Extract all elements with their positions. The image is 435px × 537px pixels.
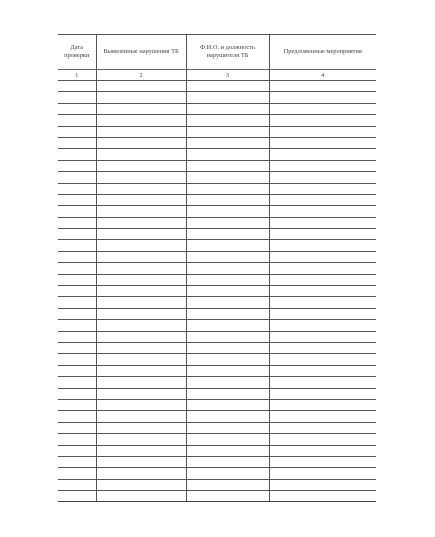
table-cell: [96, 274, 186, 285]
table-cell: [186, 399, 269, 410]
table-cell: [186, 320, 269, 331]
table-row: [58, 217, 376, 228]
table-cell: [269, 160, 376, 171]
table-row: [58, 468, 376, 479]
table-cell: [186, 194, 269, 205]
table-cell: [269, 456, 376, 467]
table-cell: [269, 388, 376, 399]
table-cell: [186, 377, 269, 388]
table-cell: [186, 126, 269, 137]
table-row: [58, 194, 376, 205]
table-cell: [58, 411, 96, 422]
table-cell: [269, 422, 376, 433]
table-row: [58, 331, 376, 342]
table-cell: [269, 308, 376, 319]
table-cell: [58, 263, 96, 274]
table-cell: [186, 388, 269, 399]
table-cell: [186, 92, 269, 103]
table-cell: [186, 445, 269, 456]
table-cell: [96, 445, 186, 456]
table-body: [58, 70, 376, 502]
table-row: [58, 479, 376, 490]
table-cell: [269, 468, 376, 479]
header-proposed-measures: Предложенные мероприятия: [269, 35, 376, 70]
table-cell: [58, 251, 96, 262]
table-cell: [58, 479, 96, 490]
table-cell: [58, 194, 96, 205]
table-cell: [186, 115, 269, 126]
table-cell: [58, 206, 96, 217]
table-cell: [186, 491, 269, 502]
table-cell: [96, 297, 186, 308]
table-cell: [96, 491, 186, 502]
table-cell: [96, 354, 186, 365]
table-cell: [58, 422, 96, 433]
table-cell: [58, 81, 96, 92]
table-cell: [269, 115, 376, 126]
table-cell: [96, 81, 186, 92]
table-cell: [96, 194, 186, 205]
table-row: [58, 183, 376, 194]
table-cell: [96, 479, 186, 490]
table-cell: [58, 354, 96, 365]
table-cell: [96, 365, 186, 376]
table-cell: [186, 103, 269, 114]
table-cell: [96, 206, 186, 217]
table-cell: [58, 172, 96, 183]
table-cell: [96, 172, 186, 183]
table-row: [58, 274, 376, 285]
table-cell: [269, 331, 376, 342]
table-cell: [269, 217, 376, 228]
table-row: [58, 115, 376, 126]
table-row: [58, 411, 376, 422]
table-cell: [58, 308, 96, 319]
header-violator-name-position: Ф.И.О. и должность нарушителя ТБ: [186, 35, 269, 70]
table-cell: [58, 388, 96, 399]
table-cell: [96, 92, 186, 103]
table-cell: [58, 491, 96, 502]
table-cell: [58, 126, 96, 137]
table-cell: [186, 160, 269, 171]
table-row: [58, 388, 376, 399]
table-cell: [269, 399, 376, 410]
table-cell: [186, 274, 269, 285]
table-cell: [96, 137, 186, 148]
table-cell: [58, 342, 96, 353]
table-cell: [96, 308, 186, 319]
table-row: [58, 160, 376, 171]
table-cell: [58, 331, 96, 342]
table-row: [58, 297, 376, 308]
table-cell: [58, 92, 96, 103]
table-cell: [269, 274, 376, 285]
table-cell: [96, 456, 186, 467]
table-row: [58, 399, 376, 410]
table-cell: [186, 183, 269, 194]
table-row: [58, 149, 376, 160]
table-cell: [96, 229, 186, 240]
table-row: [58, 263, 376, 274]
column-number-1: 1: [58, 70, 96, 81]
table-cell: [58, 274, 96, 285]
table-cell: [186, 149, 269, 160]
table-cell: [58, 445, 96, 456]
table-cell: [96, 422, 186, 433]
table-cell: [186, 286, 269, 297]
table-row: [58, 172, 376, 183]
table-cell: [269, 92, 376, 103]
table-cell: [58, 297, 96, 308]
table-cell: [269, 81, 376, 92]
table-row: [58, 354, 376, 365]
header-violations-found: Выявленные нарушения ТБ: [96, 35, 186, 70]
table-row: [58, 206, 376, 217]
table-cell: [269, 434, 376, 445]
table-row: [58, 229, 376, 240]
table-row: [58, 456, 376, 467]
table-cell: [58, 137, 96, 148]
table-cell: [186, 479, 269, 490]
table-row: [58, 422, 376, 433]
table-cell: [96, 320, 186, 331]
table-cell: [269, 445, 376, 456]
table-cell: [186, 229, 269, 240]
table-cell: [269, 229, 376, 240]
table-cell: [58, 240, 96, 251]
column-number-row: [58, 70, 376, 81]
table-row: [58, 445, 376, 456]
table-cell: [269, 206, 376, 217]
table-cell: [186, 81, 269, 92]
table-cell: [186, 217, 269, 228]
table-cell: [58, 365, 96, 376]
table-cell: [269, 377, 376, 388]
table-cell: [96, 411, 186, 422]
table-cell: [186, 354, 269, 365]
table-cell: [58, 286, 96, 297]
table-cell: [269, 126, 376, 137]
table-cell: [269, 354, 376, 365]
table-cell: [269, 172, 376, 183]
table-cell: [58, 103, 96, 114]
table-cell: [186, 422, 269, 433]
table-cell: [96, 388, 186, 399]
table-cell: [58, 183, 96, 194]
table-cell: [269, 320, 376, 331]
table-cell: [186, 308, 269, 319]
table-cell: [186, 251, 269, 262]
table-cell: [269, 491, 376, 502]
table-cell: [96, 377, 186, 388]
table-row: [58, 137, 376, 148]
table-row: [58, 103, 376, 114]
table-cell: [269, 286, 376, 297]
table-cell: [186, 411, 269, 422]
table-cell: [96, 434, 186, 445]
table-row: [58, 491, 376, 502]
table-cell: [269, 263, 376, 274]
table-cell: [58, 320, 96, 331]
table-cell: [58, 217, 96, 228]
table-cell: [96, 251, 186, 262]
table-cell: [96, 160, 186, 171]
table-cell: [269, 342, 376, 353]
table-row: [58, 308, 376, 319]
table-cell: [269, 240, 376, 251]
table-cell: [186, 206, 269, 217]
table-cell: [58, 115, 96, 126]
column-number-2: 2: [96, 70, 186, 81]
table-row: [58, 377, 376, 388]
table-cell: [96, 263, 186, 274]
table-cell: [186, 434, 269, 445]
table-row: [58, 342, 376, 353]
table-row: [58, 251, 376, 262]
table-cell: [186, 331, 269, 342]
table-cell: [58, 434, 96, 445]
table-cell: [269, 103, 376, 114]
table-cell: [96, 331, 186, 342]
table-cell: [96, 286, 186, 297]
table-cell: [269, 137, 376, 148]
table-cell: [96, 115, 186, 126]
table-cell: [96, 468, 186, 479]
table-cell: [58, 399, 96, 410]
table-row: [58, 434, 376, 445]
table-cell: [58, 468, 96, 479]
table-cell: [186, 137, 269, 148]
table-cell: [186, 297, 269, 308]
table-cell: [269, 411, 376, 422]
table-cell: [58, 377, 96, 388]
table-cell: [269, 479, 376, 490]
table-row: [58, 240, 376, 251]
table-row: [58, 81, 376, 92]
table-cell: [96, 342, 186, 353]
table-cell: [186, 468, 269, 479]
table-cell: [269, 297, 376, 308]
table-cell: [269, 194, 376, 205]
table-cell: [186, 456, 269, 467]
table-cell: [96, 399, 186, 410]
table-cell: [186, 172, 269, 183]
table-cell: [186, 365, 269, 376]
table-cell: [58, 456, 96, 467]
table-row: [58, 286, 376, 297]
column-number-3: 3: [186, 70, 269, 81]
table-cell: [269, 251, 376, 262]
table-cell: [269, 149, 376, 160]
table-cell: [96, 183, 186, 194]
table-cell: [269, 365, 376, 376]
table-cell: [269, 183, 376, 194]
header-inspection-date: Дата проверки: [58, 35, 96, 70]
table-cell: [58, 160, 96, 171]
table-cell: [96, 217, 186, 228]
table-cell: [58, 229, 96, 240]
safety-violations-table: [58, 34, 376, 502]
table-cell: [186, 342, 269, 353]
table-cell: [96, 126, 186, 137]
table-cell: [186, 263, 269, 274]
table-cell: [96, 103, 186, 114]
column-number-4: 4: [269, 70, 376, 81]
inspection-log-page: [58, 34, 376, 502]
table-cell: [96, 149, 186, 160]
header-row: [58, 35, 376, 70]
table-row: [58, 126, 376, 137]
table-row: [58, 365, 376, 376]
table-cell: [58, 149, 96, 160]
table-cell: [186, 240, 269, 251]
table-cell: [96, 240, 186, 251]
table-row: [58, 320, 376, 331]
table-row: [58, 92, 376, 103]
